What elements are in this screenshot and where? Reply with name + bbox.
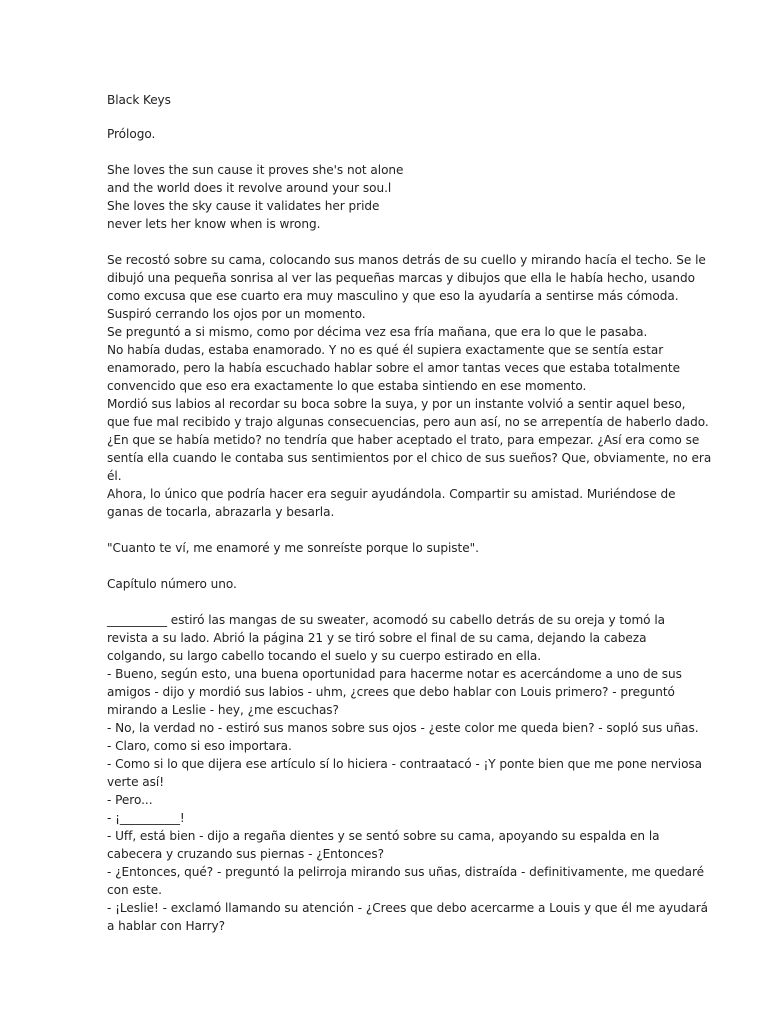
chapter-line: a hablar con Harry? — [107, 919, 226, 933]
spacer — [107, 521, 647, 539]
spacer — [107, 143, 647, 161]
prologue-line: como excusa que ese cuarto era muy masculino y que eso la ayudaría a sentirse más cómoda. — [107, 289, 679, 303]
chapter-line: mirando a Leslie - hey, ¿me escuchas? — [107, 703, 339, 717]
chapter-heading: Capítulo número uno. — [107, 577, 237, 591]
chapter-line: - ¡__________! — [107, 811, 185, 825]
chapter-line: - Bueno, según esto, una buena oportunidad para hacerme notar es acercándome a uno de sus — [107, 667, 682, 681]
lyrics-line: She loves the sky cause it validates her pride — [107, 199, 380, 213]
lyrics-line: and the world does it revolve around your sou.l — [107, 181, 392, 195]
lyrics-line: never lets her know when is wrong. — [107, 217, 321, 231]
chapter-line: - Como si lo que dijera ese artículo sí lo hiciera - contraatacó - ¡Y ponte bien que me pone nerviosa — [107, 757, 703, 771]
chapter-line: cabecera y cruzando sus piernas - ¿Entonces? — [107, 847, 385, 861]
chapter-line: - No, la verdad no - estiró sus manos sobre sus ojos - ¿este color me queda bien? - sopló sus uñas. — [107, 721, 699, 735]
prologue-line: convencido que eso era exactamente lo que estaba sintiendo en ese momento. — [107, 379, 587, 393]
chapter-line: verte así! — [107, 775, 165, 789]
chapter-line: colgando, su largo cabello tocando el suelo y su cuerpo estirado en ella. — [107, 649, 542, 663]
document-title: Black Keys — [107, 93, 171, 107]
chapter-line: con este. — [107, 883, 162, 897]
prologue-line: Ahora, lo único que podría hacer era seguir ayudándola. Compartir su amistad. Muriéndose de — [107, 487, 676, 501]
document-page — [107, 91, 712, 935]
chapter-line: __________ estiró las mangas de su sweater, acomodó su cabello detrás de su oreja y tomó la — [107, 613, 665, 627]
lyrics-line: She loves the sun cause it proves she's not alone — [107, 163, 404, 177]
prologue-line: él. — [107, 469, 122, 483]
prologue-line: sentía ella cuando le contaba sus sentimientos por el chico de sus sueños? Que, obviamente, no era — [107, 451, 712, 465]
prologue-line: ¿En que se había metido? no tendría que haber aceptado el trato, para empezar. ¿Así era como se — [107, 433, 700, 447]
prologue-line: enamorado, pero la había escuchado hablar sobre el amor tantas veces que estaba totalmente — [107, 361, 680, 375]
prologue-line: No había dudas, estaba enamorado. Y no es qué él supiera exactamente que se sentía estar — [107, 343, 664, 357]
prologue-line: ganas de tocarla, abrazarla y besarla. — [107, 505, 335, 519]
lyrics-block — [107, 161, 647, 233]
prologue-line: dibujó una pequeña sonrisa al ver las pequeñas marcas y dibujos que ella le había hecho, usando — [107, 271, 696, 285]
prologue-line: Se preguntó a si mismo, como por décima vez esa fría mañana, que era lo que le pasaba. — [107, 325, 648, 339]
chapter-line: - ¿Entonces, qué? - preguntó la pelirroja mirando sus uñas, distraída - definitivamente, me quedaré — [107, 865, 705, 879]
chapter-line: - Pero... — [107, 793, 153, 807]
chapter-line: - ¡Leslie! - exclamó llamando su atención - ¿Crees que debo acercarme a Louis y que él me ayudará — [107, 901, 708, 915]
prologue-line: Se recostó sobre su cama, colocando sus manos detrás de su cuello y mirando hacía el techo. Se le — [107, 253, 706, 267]
prologue-heading: Prólogo. — [107, 127, 156, 141]
chapter-body — [107, 611, 708, 935]
quote: "Cuanto te ví, me enamoré y me sonreíste porque lo supiste". — [107, 541, 479, 555]
chapter-line: revista a su lado. Abrió la página 21 y se tiró sobre el final de su cama, dejando la cabeza — [107, 631, 647, 645]
prologue-body — [107, 251, 712, 521]
spacer — [107, 557, 647, 575]
spacer — [107, 233, 647, 251]
spacer — [107, 593, 647, 611]
prologue-line: Mordió sus labios al recordar su boca sobre la suya, y por un instante volvió a sentir aquel beso, — [107, 397, 686, 411]
chapter-line: - Uff, está bien - dijo a regaña dientes y se sentó sobre su cama, apoyando su espalda en la — [107, 829, 660, 843]
prologue-line: Suspiró cerrando los ojos por un momento. — [107, 307, 366, 321]
chapter-line: - Claro, como si eso importara. — [107, 739, 292, 753]
chapter-line: amigos - dijo y mordió sus labios - uhm, ¿crees que debo hablar con Louis primero? - preguntó — [107, 685, 675, 699]
prologue-line: que fue mal recibido y trajo algunas consecuencias, pero aun así, no se arrepentía de haberlo dado. — [107, 415, 709, 429]
